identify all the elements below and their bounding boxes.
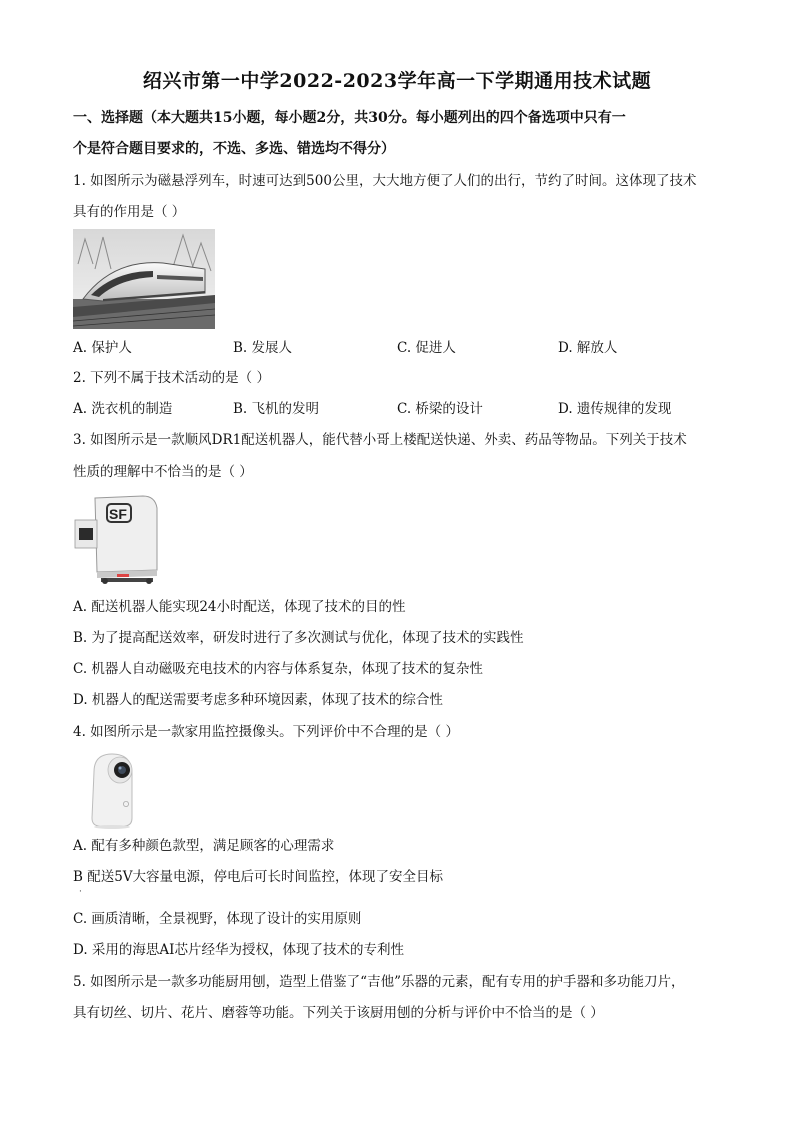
- section-header-line2: 个是符合题目要求的，不选、多选、错选均不得分）: [73, 141, 395, 157]
- q1-option-a: A. 保护人: [73, 340, 132, 356]
- stray-dot: ·: [79, 887, 82, 897]
- q4-stem: 4. 如图所示是一款家用监控摄像头。下列评价中不合理的是（ ）: [73, 724, 459, 740]
- section-header-line1: 一、选择题（本大题共15小题，每小题2分，共30分。每小题列出的四个备选项中只有一: [73, 110, 626, 126]
- q2-option-a: A. 洗衣机的制造: [73, 401, 173, 417]
- security-camera-photo: [86, 748, 140, 830]
- q1-stem-line1: 1. 如图所示为磁悬浮列车，时速可达到500公里，大大地方便了人们的出行，节约了时间。这体现了技术: [73, 173, 697, 189]
- q2-option-d: D. 遗传规律的发现: [558, 401, 672, 417]
- q3-option-b: B. 为了提高配送效率，研发时进行了多次测试与优化，体现了技术的实践性: [73, 630, 524, 646]
- q4-option-c: C. 画质清晰，全景视野，体现了设计的实用原则: [73, 911, 362, 927]
- q1-stem-line2: 具有的作用是（ ）: [73, 204, 186, 220]
- maglev-train-photo: [73, 229, 215, 329]
- q4-option-d: D. 采用的海思AI芯片经华为授权，体现了技术的专利性: [73, 942, 405, 958]
- q2-stem: 2. 下列不属于技术活动的是（ ）: [73, 370, 270, 386]
- q3-stem-line1: 3. 如图所示是一款顺风DR1配送机器人，能代替小哥上楼配送快递、外卖、药品等物品。下列关于技术: [73, 432, 687, 448]
- q1-option-b: B. 发展人: [233, 340, 293, 356]
- q5-stem-line2: 具有切丝、切片、花片、磨蓉等功能。下列关于该厨用刨的分析与评价中不恰当的是（ ）: [73, 1005, 604, 1021]
- q4-option-a: A. 配有多种颜色款型，满足顾客的心理需求: [73, 838, 335, 854]
- q2-option-c: C. 桥梁的设计: [397, 401, 483, 417]
- q3-stem-line2: 性质的理解中不恰当的是（ ）: [73, 464, 253, 480]
- q1-option-c: C. 促进人: [397, 340, 456, 356]
- q3-option-d: D. 机器人的配送需要考虑多种环境因素，体现了技术的综合性: [73, 692, 443, 708]
- page-title: 绍兴市第一中学2022-2023学年高一下学期通用技术试题: [142, 70, 652, 92]
- q2-option-b: B. 飞机的发明: [233, 401, 320, 417]
- q3-option-a: A. 配送机器人能实现24小时配送，体现了技术的目的性: [73, 599, 406, 615]
- sf-logo: SF: [109, 506, 127, 522]
- delivery-robot-photo: [73, 490, 161, 584]
- q3-option-c: C. 机器人自动磁吸充电技术的内容与体系复杂，体现了技术的复杂性: [73, 661, 483, 677]
- q5-stem-line1: 5. 如图所示是一款多功能厨用刨，造型上借鉴了“吉他”乐器的元素，配有专用的护手器和多功能刀片，: [73, 974, 685, 990]
- q4-option-b: B 配送5V大容量电源，停电后可长时间监控，体现了安全目标: [73, 869, 444, 885]
- q1-option-d: D. 解放人: [558, 340, 618, 356]
